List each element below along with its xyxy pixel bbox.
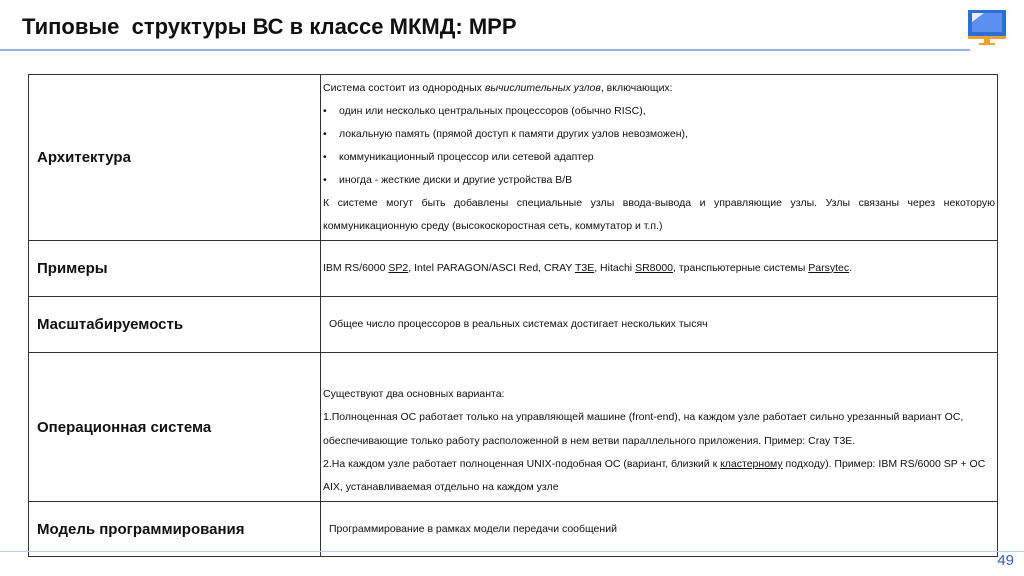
table-row-programming [29,502,998,557]
link-cluster[interactable]: кластерному [720,457,783,470]
architecture-intro: Система состоит из однородных вычислительных узлов, включающих: [323,82,673,94]
row-value-scalability: Общее число процессоров в реальных системах достигает нескольких тысяч [321,297,998,353]
slide-title: Типовые структуры ВС в классе МКМД: MPP [22,14,517,39]
link-parsytec[interactable]: Parsytec [808,261,850,274]
list-item: • один или несколько центральных процессоров (обычно RISC), [323,105,646,117]
link-t3e[interactable]: T3E [574,261,595,274]
row-label-programming: Модель программирования [29,502,321,557]
table-row-architecture [29,75,998,241]
row-label-examples: Примеры [29,241,321,297]
link-sr8000[interactable]: SR8000 [635,261,674,274]
list-item: • коммуникационный процессор или сетевой адаптер [323,151,594,163]
row-value-examples: IBM RS/6000 SP2, Intel PARAGON/ASCI Red, CRAY T3E, Hitachi SR8000, транспьютерные системы Parsytec. [321,241,998,297]
list-item: • локальную память (прямой доступ к памяти других узлов невозможен), [323,128,688,140]
link-sp2[interactable]: SP2 [388,261,409,274]
footer-rule [0,551,1024,552]
row-value-programming: Программирование в рамках модели передачи сообщений [321,502,998,557]
architecture-note: К системе могут быть добавлены специальные узлы ввода-вывода и управляющие узлы. Узлы связаны через некоторую коммуникационную среду (высокоскоростная сеть, коммутатор и т.п.) [323,197,995,232]
row-label-os: Операционная система [29,353,321,502]
table-row-scalability [29,297,998,353]
row-label-architecture: Архитектура [29,75,321,241]
list-item: • иногда - жесткие диски и другие устройства В/В [323,174,573,186]
monitor-icon [966,8,1008,46]
title-underline [0,49,970,51]
os-variant-2: 2.На каждом узле работает полноценная UNIX-подобная ОС (вариант, близкий к кластерному подходу). Пример: IBM RS/6000 SP + ОС AIX, устанавливаемая отдельно на каждом узле [323,457,986,494]
page-number: 49 [997,552,1014,569]
row-value-os [321,353,998,502]
os-variant-1: 1.Полноценная ОС работает только на управляющей машине (front-end), на каждом узле работает сильно урезанный вариант ОС, обеспечивающие только работу расположенной в нем ветви параллельного приложения. Пример: Cray T3E. [323,411,964,447]
row-label-scalability: Масштабируемость [29,297,321,353]
os-intro: Существуют два основных варианта: [323,388,505,400]
table-row-examples [29,241,998,297]
mpp-characteristics-table [28,74,998,557]
table-row-os [29,353,998,502]
row-value-architecture [321,75,998,241]
